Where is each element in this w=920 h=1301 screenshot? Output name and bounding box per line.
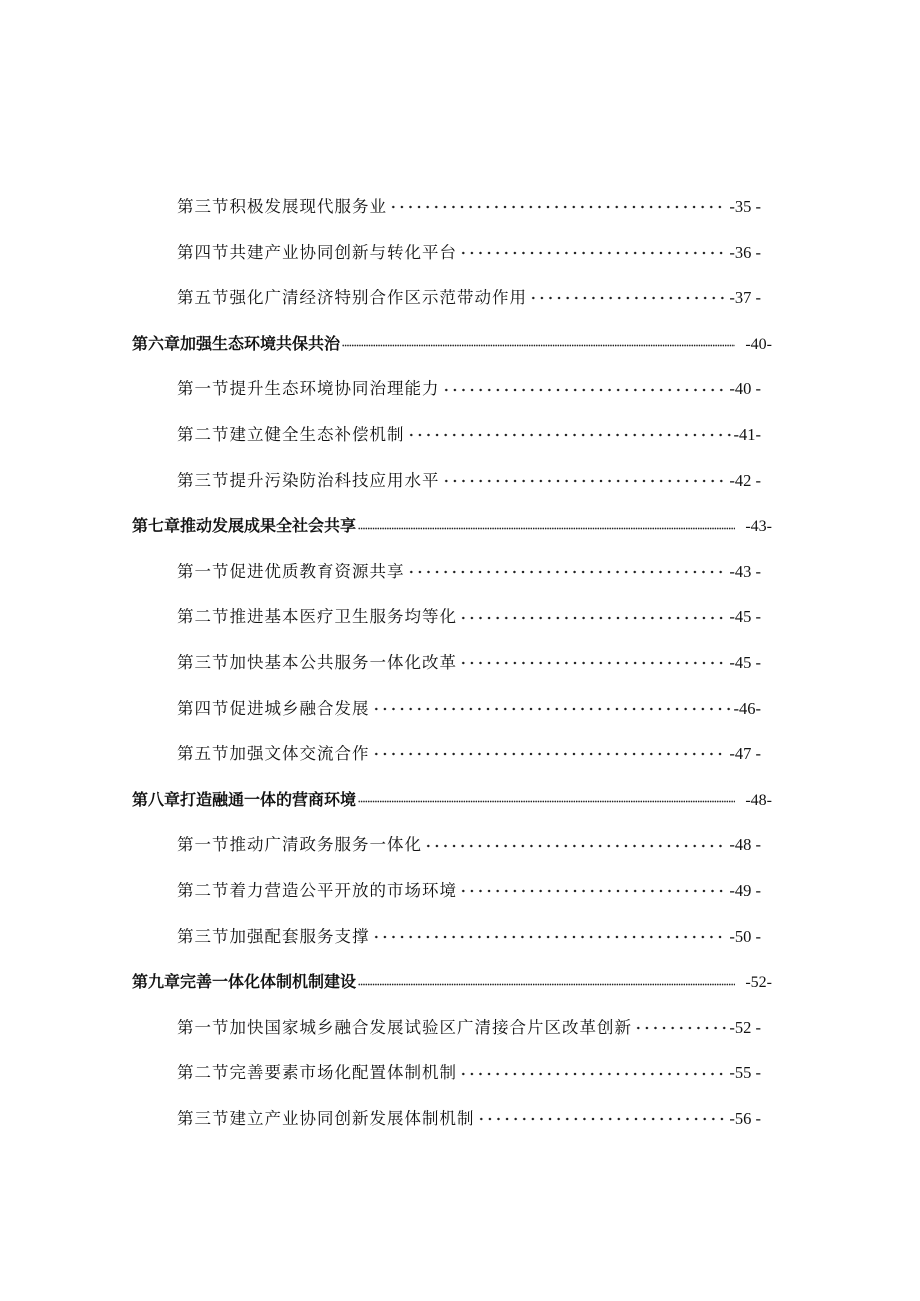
toc-page-number: -40 - (729, 379, 761, 399)
toc-section-entry[interactable] (0, 1005, 761, 1051)
dot-leader (389, 196, 727, 213)
toc-section-entry[interactable] (0, 731, 761, 777)
toc-page-number: -41- (733, 424, 761, 444)
dot-leader (372, 743, 728, 760)
toc-section-entry[interactable] (0, 230, 761, 276)
toc-page-number: -48 - (729, 835, 761, 855)
toc-page-number: -52- (745, 974, 772, 992)
toc-page-number: -42 - (729, 470, 761, 490)
toc-page-number: -50 - (729, 926, 761, 946)
toc-entry-title: 第五节强化广清经济特别合作区示范带动作用 (177, 288, 527, 308)
dot-leader (358, 515, 735, 531)
toc-section-entry[interactable] (0, 549, 761, 595)
toc-entry-title: 第二节着力营造公平开放的市场环境 (177, 880, 457, 900)
toc-entry-title: 第六章加强生态环境共保共治 (132, 333, 341, 353)
dot-leader (459, 651, 727, 668)
toc-entry-title: 第一节加快国家城乡融合发展试验区广清接合片区改革创新 (177, 1017, 632, 1037)
toc-page-number: -47 - (729, 744, 761, 764)
dot-leader (358, 971, 735, 987)
toc-section-entry[interactable] (0, 275, 761, 321)
toc-entry-title: 第三节加快基本公共服务一体化改革 (177, 652, 457, 672)
dot-leader (372, 925, 728, 942)
toc-entry-title: 第二节建立健全生态补偿机制 (177, 424, 405, 444)
dot-leader (529, 287, 727, 304)
toc-page-number: -49 - (729, 880, 761, 900)
toc-page-number: -36 - (729, 242, 761, 262)
toc-section-entry[interactable] (0, 1050, 761, 1096)
toc-entry-title: 第五节加强文体交流合作 (177, 744, 370, 764)
dot-leader (634, 1016, 727, 1033)
toc-section-entry[interactable] (0, 686, 761, 732)
dot-leader (442, 378, 728, 395)
toc-entry-title: 第九章完善一体化体制机制建设 (132, 972, 357, 992)
toc-section-entry[interactable] (0, 1096, 761, 1142)
toc-section-entry[interactable] (0, 640, 761, 686)
toc-chapter-entry[interactable] (0, 959, 772, 1005)
toc-entry-title: 第二节完善要素市场化配置体制机制 (177, 1063, 457, 1083)
toc-entry-title: 第二节推进基本医疗卫生服务均等化 (177, 607, 457, 627)
toc-chapter-entry[interactable] (0, 777, 772, 823)
dot-leader (459, 606, 727, 623)
toc-page-number: -43- (745, 518, 772, 536)
toc-section-entry[interactable] (0, 914, 761, 960)
toc-chapter-entry[interactable] (0, 503, 772, 549)
toc-section-entry[interactable] (0, 594, 761, 640)
toc-page-number: -37 - (729, 288, 761, 308)
toc-entry-title: 第三节提升污染防治科技应用水平 (177, 470, 440, 490)
dot-leader (342, 333, 735, 349)
dot-leader (407, 560, 728, 577)
toc-page-number: -55 - (729, 1063, 761, 1083)
toc-section-entry[interactable] (0, 412, 761, 458)
toc-page-number: -43 - (729, 561, 761, 581)
table-of-contents (0, 184, 920, 1141)
toc-page-number: -40- (745, 335, 772, 353)
dot-leader (459, 879, 727, 896)
dot-leader (477, 1107, 728, 1124)
toc-section-entry[interactable] (0, 868, 761, 914)
toc-section-entry[interactable] (0, 184, 761, 230)
dot-leader (459, 1062, 727, 1079)
toc-entry-title: 第八章打造融通一体的营商环境 (132, 789, 357, 809)
toc-page-number: -46- (733, 698, 761, 718)
toc-chapter-entry[interactable] (0, 321, 772, 367)
toc-entry-title: 第三节加强配套服务支撑 (177, 926, 370, 946)
toc-page-number: -52 - (729, 1017, 761, 1037)
toc-page-number: -45 - (729, 652, 761, 672)
toc-page-number: -56 - (729, 1108, 761, 1128)
toc-page-number: -45 - (729, 607, 761, 627)
toc-entry-title: 第三节积极发展现代服务业 (177, 197, 387, 216)
toc-entry-title: 第一节推动广清政务服务一体化 (177, 835, 422, 855)
dot-leader (459, 241, 727, 258)
dot-leader (358, 789, 735, 805)
toc-entry-title: 第七章推动发展成果全社会共享 (132, 516, 357, 536)
toc-section-entry[interactable] (0, 366, 761, 412)
toc-entry-title: 第一节提升生态环境协同治理能力 (177, 379, 440, 399)
toc-page-number: -48- (745, 791, 772, 809)
dot-leader (424, 834, 727, 851)
toc-entry-title: 第四节共建产业协同创新与转化平台 (177, 242, 457, 262)
toc-entry-title: 第一节促进优质教育资源共享 (177, 561, 405, 581)
toc-page-number: -35 - (729, 197, 761, 216)
toc-entry-title: 第四节促进城乡融合发展 (177, 698, 370, 718)
dot-leader (372, 697, 732, 714)
toc-section-entry[interactable] (0, 822, 761, 868)
toc-entry-title: 第三节建立产业协同创新发展体制机制 (177, 1108, 475, 1128)
toc-section-entry[interactable] (0, 458, 761, 504)
dot-leader (407, 423, 732, 440)
dot-leader (442, 469, 728, 486)
